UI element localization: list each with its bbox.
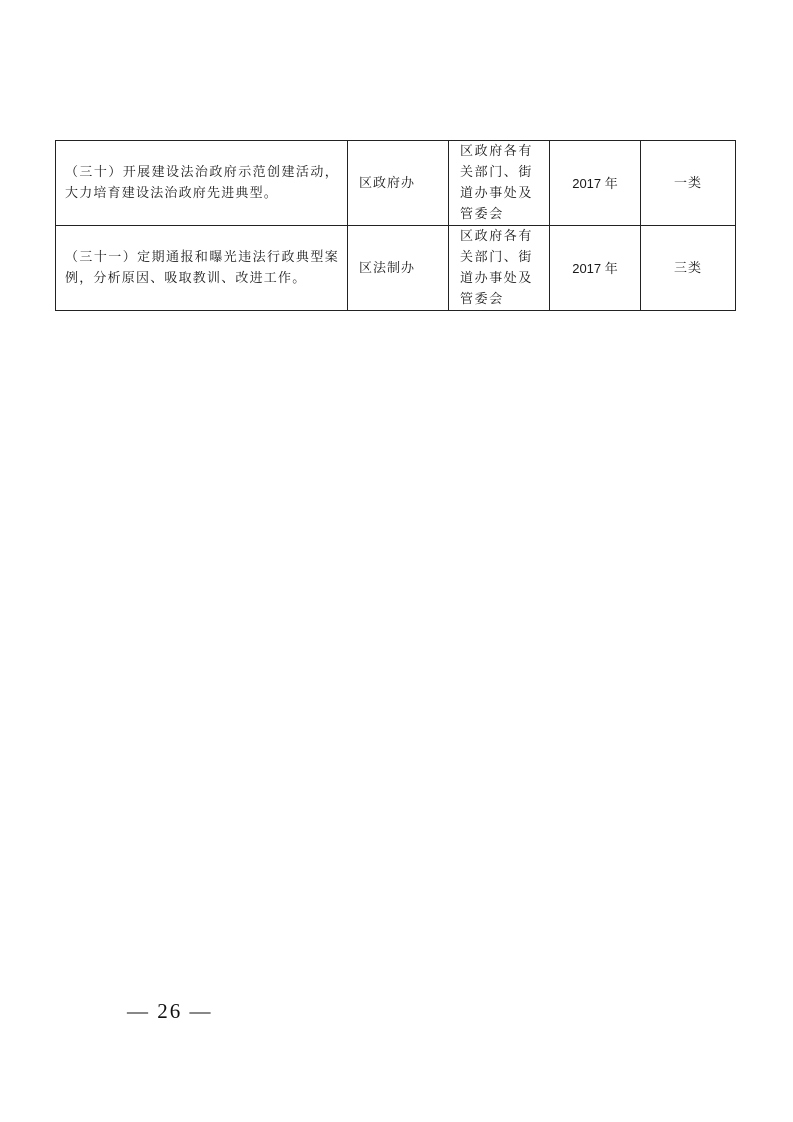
page-number: — 26 — — [127, 999, 213, 1023]
table-row — [56, 141, 736, 226]
lead-unit-cell: 区法制办 — [348, 226, 449, 311]
lead-unit-cell: 区政府办 — [348, 141, 449, 226]
task-table — [55, 140, 736, 311]
category-cell: 三类 — [641, 226, 736, 311]
task-description-cell: （三十）开展建设法治政府示范创建活动，大力培育建设法治政府先进典型。 — [56, 141, 348, 226]
task-description-cell: （三十一）定期通报和曝光违法行政典型案例，分析原因、吸取教训、改进工作。 — [56, 226, 348, 311]
deadline-cell: 2017 年 — [550, 141, 641, 226]
deadline-cell: 2017 年 — [550, 226, 641, 311]
table-row — [56, 226, 736, 311]
cooperating-units-cell: 区政府各有关部门、街道办事处及管委会 — [449, 226, 550, 311]
category-cell: 一类 — [641, 141, 736, 226]
cooperating-units-cell: 区政府各有关部门、街道办事处及管委会 — [449, 141, 550, 226]
